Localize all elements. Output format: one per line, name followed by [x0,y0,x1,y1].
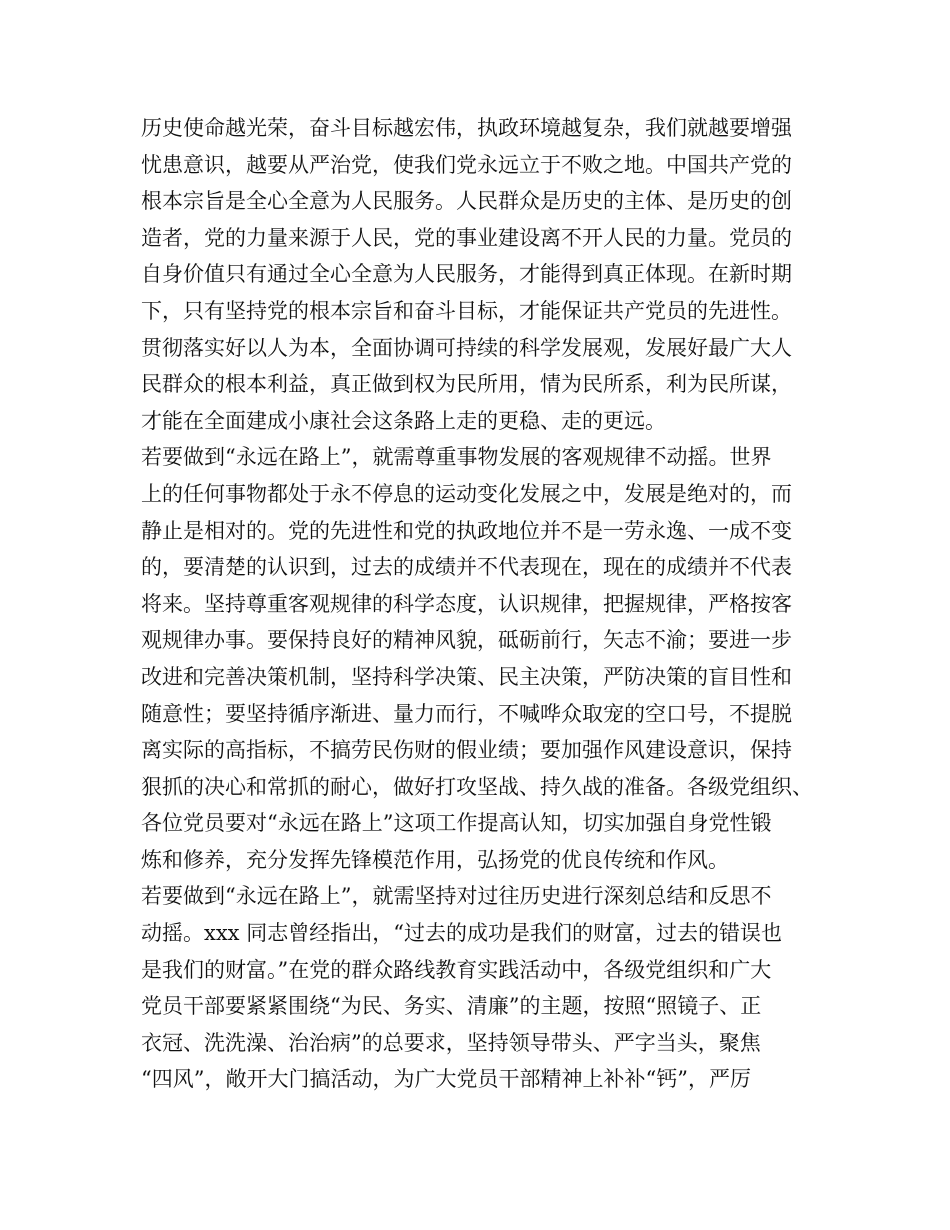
text-line: 忧患意识，越要从严治党，使我们党永远立于不败之地。中国共产党的 [141,152,792,177]
text-line: 若要做到“永远在路上”，就需尊重事物发展的客观规律不动摇。世界 [141,445,772,470]
text-line: 上的任何事物都处于永不停息的运动变化发展之中，发展是绝对的，而 [141,481,792,506]
text-line: 的，要清楚的认识到，过去的成绩并不代表现在，现在的成绩并不代表 [141,555,792,580]
text-line: 随意性；要坚持循序渐进、量力而行，不喊哗众取宠的空口号，不提脱 [141,701,792,726]
text-line: 离实际的高指标，不搞劳民伤财的假业绩；要加强作风建设意识，保持 [141,738,792,763]
text-line: 将来。坚持尊重客观规律的科学态度，认识规律，把握规律，严格按客 [141,591,792,616]
text-line: 狠抓的决心和常抓的耐心，做好打攻坚战、持久战的准备。各级党组织、 [141,774,813,799]
text-line: 根本宗旨是全心全意为人民服务。人民群众是历史的主体、是历史的创 [141,189,792,214]
text-line: 若要做到“永远在路上”，就需坚持对过往历史进行深刻总结和反思不 [141,884,772,909]
text-line: 民群众的根本利益，真正做到权为民所用，情为民所系，利为民所谋， [141,372,792,397]
text-line: 是我们的财富。”在党的群众路线教育实践活动中，各级党组织和广大 [141,957,772,982]
text-line: 贯彻落实好以人为本，全面协调可持续的科学发展观，发展好最广大人 [141,335,792,360]
text-line: 造者，党的力量来源于人民，党的事业建设离不开人民的力量。党员的 [141,225,792,250]
text-line: 观规律办事。要保持良好的精神风貌，砥砺前行，矢志不渝；要进一步 [141,628,792,653]
text-line: 才能在全面建成小康社会这条路上走的更稳、走的更远。 [141,408,666,433]
text-line: 衣冠、洗洗澡、治治病”的总要求，坚持领导带头、严字当头，聚焦 [141,1030,761,1055]
text-line: 自身价值只有通过全心全意为人民服务，才能得到真正体现。在新时期 [141,262,792,287]
text-line: 炼和修养，充分发挥先锋模范作用，弘扬党的优良传统和作风。 [141,847,729,872]
text-line: 党员干部要紧紧围绕“为民、务实、清廉”的主题，按照“照镜子、正 [141,994,762,1019]
text-line: 下，只有坚持党的根本宗旨和奋斗目标，才能保证共产党员的先进性。 [141,298,792,323]
text-line: 各位党员要对“永远在路上”这项工作提高认知，切实加强自身党性锻 [141,811,772,836]
text-line: 历史使命越光荣，奋斗目标越宏伟，执政环境越复杂，我们就越要增强 [141,116,792,140]
body-text [141,110,821,1098]
text-line: 动摇。xxx 同志曾经指出，“过去的成功是我们的财富，过去的错误也 [141,921,782,946]
text-line: “四风”，敞开大门搞活动，为广大党员干部精神上补补“钙”，严厉 [141,1067,751,1092]
text-line: 改进和完善决策机制，坚持科学决策、民主决策，严防决策的盲目性和 [141,664,792,689]
text-line: 静止是相对的。党的先进性和党的执政地位并不是一劳永逸、一成不变 [141,518,792,543]
